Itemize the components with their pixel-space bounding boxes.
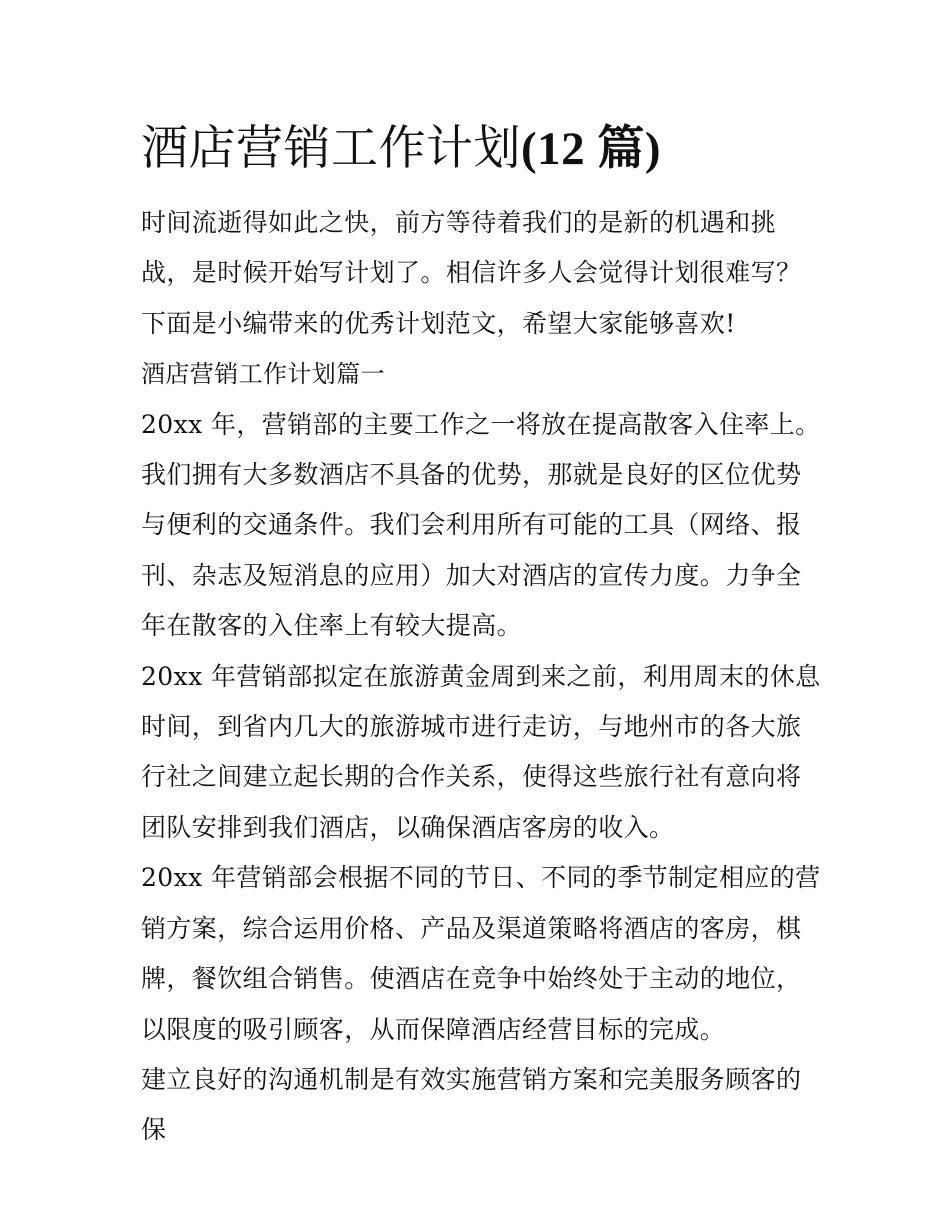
document-title [141, 112, 821, 186]
document-body [141, 198, 821, 1156]
body-paragraph: 20xx 年营销部拟定在旅游黄金周到来之前，利用周末的休息时间，到省内几大的旅游城市进行走访，与地州市的各大旅行社之间建立起长期的合作关系，使得这些旅行社有意向将团队安排到我们酒店，以确保酒店客房的收入。 [141, 661, 821, 842]
document-title-main: 酒店营销工作计划 [141, 121, 521, 176]
intro-paragraph: 时间流逝得如此之快，前方等待着我们的是新的机遇和挑战，是时候开始写计划了。相信许多人会觉得计划很难写？下面是小编带来的优秀计划范文，希望大家能够喜欢! [141, 208, 802, 338]
document-title-count: (12 篇) [521, 123, 662, 175]
body-paragraph: 建立良好的沟通机制是有效实施营销方案和完美服务顾客的保 [141, 1064, 802, 1145]
body-paragraph: 我们拥有大多数酒店不具备的优势，那就是良好的区位优势与便利的交通条件。我们会利用所有可能的工具（网络、报刊、杂志及短消息的应用）加大对酒店的宣传力度。力争全年在散客的入住率上有较大提高。 [141, 460, 802, 641]
section-heading: 酒店营销工作计划篇一 [141, 360, 385, 389]
body-paragraph: 20xx 年营销部会根据不同的节日、不同的季节制定相应的营销方案，综合运用价格、产品及渠道策略将酒店的客房，棋牌，餐饮组合销售。使酒店在竞争中始终处于主动的地位，以限度的吸引顾客，从而保障酒店经营目标的完成。 [141, 863, 821, 1044]
body-paragraph: 20xx 年，营销部的主要工作之一将放在提高散客入住率上。 [141, 409, 821, 439]
document-page [141, 112, 821, 1156]
